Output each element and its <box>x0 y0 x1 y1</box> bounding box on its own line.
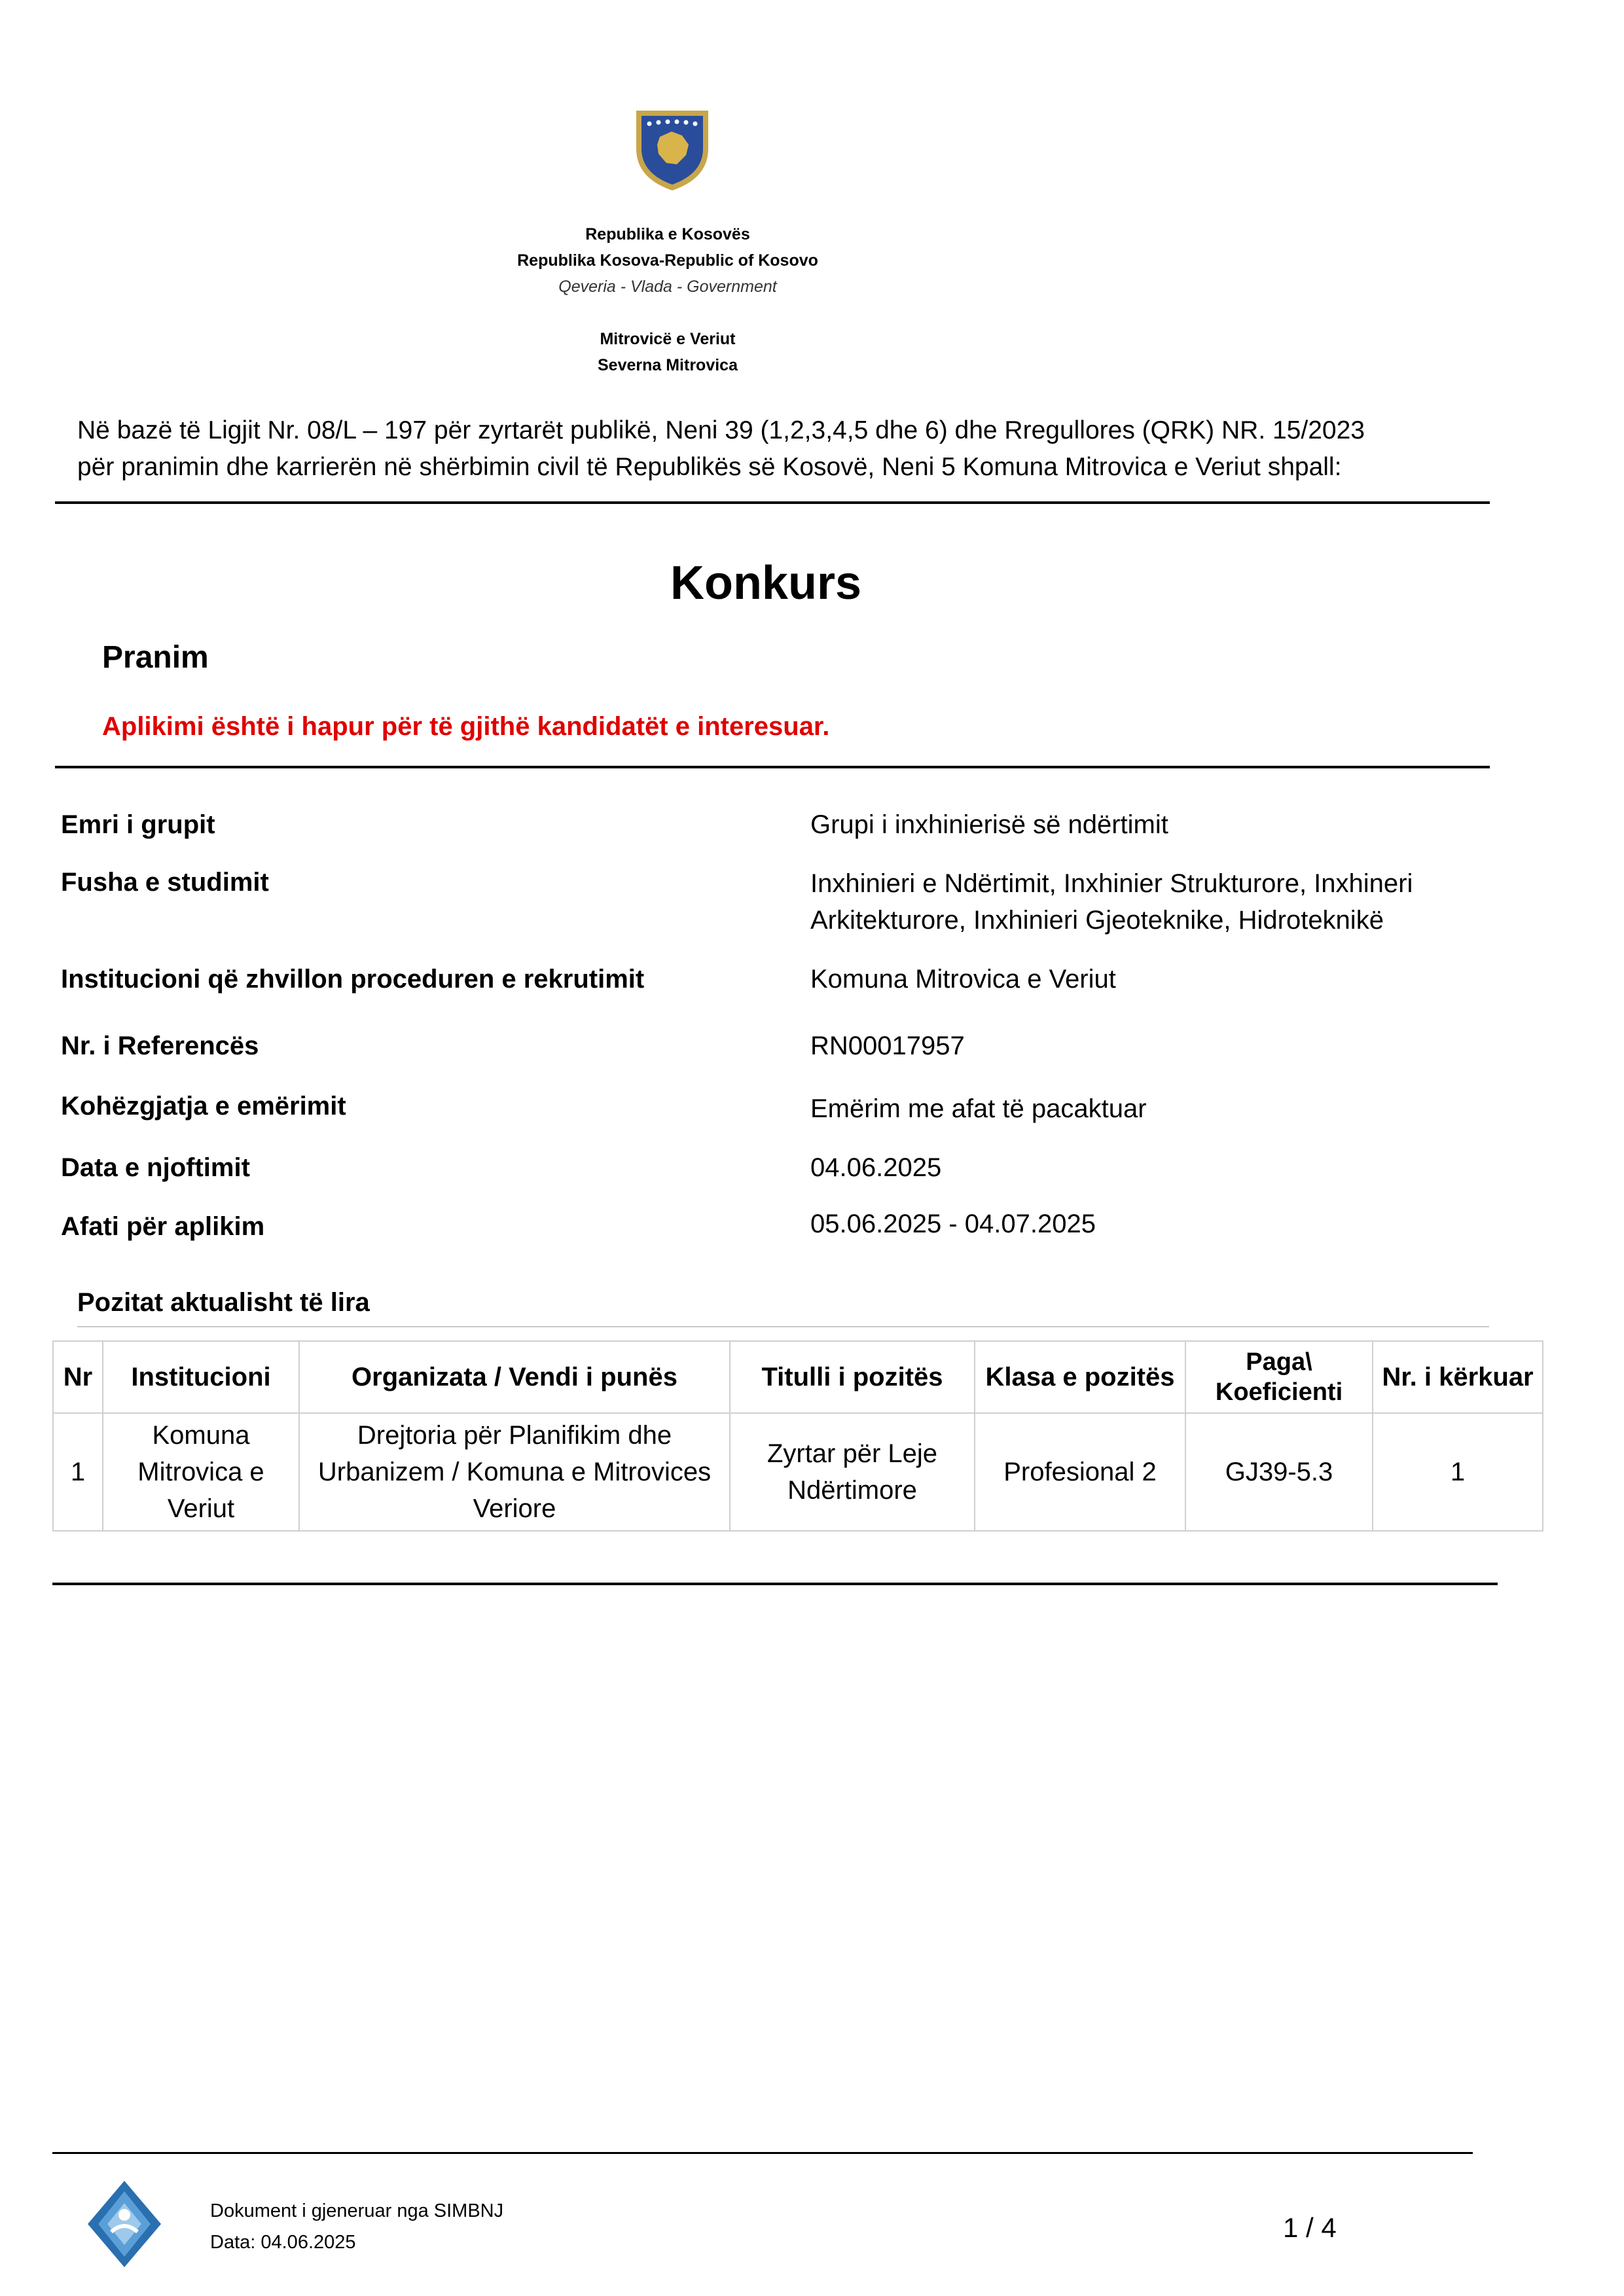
field-value-line-1: Inxhinieri e Ndërtimit, Inxhinier Strukturore, Inxhineri <box>810 869 1413 898</box>
notice-date-value: 04.06.2025 <box>810 1153 942 1182</box>
cell-organization-line: Veriore <box>473 1494 556 1523</box>
header-government: Qeveria - Vlada - Government <box>558 278 777 296</box>
header-republic-multilang: Republika Kosova-Republic of Kosovo <box>517 251 818 270</box>
cell-institution-line: Komuna <box>152 1421 250 1450</box>
header-institution: Institucioni <box>103 1341 299 1413</box>
duration-label: Kohëzgjatja e emërimit <box>61 1092 346 1121</box>
cell-salary: GJ39-5.3 <box>1185 1413 1373 1531</box>
header-salary <box>1185 1341 1373 1413</box>
cell-institution-line: Mitrovica e <box>137 1458 264 1486</box>
cell-title-line: Ndërtimore <box>787 1476 917 1505</box>
table-row <box>53 1413 1543 1531</box>
header-municipality-serbian: Severna Mitrovica <box>598 356 738 374</box>
cell-title-line: Zyrtar për Leje <box>767 1439 938 1468</box>
divider <box>52 1583 1498 1585</box>
cell-position-title <box>730 1413 975 1531</box>
footer-generated: Dokument i gjeneruar nga SIMBNJ <box>210 2200 504 2221</box>
header-salary-line-2: Koeficienti <box>1215 1378 1343 1406</box>
simbnj-logo-icon <box>85 2178 164 2270</box>
cell-organization-line: Urbanizem / Komuna e Mitrovices <box>317 1458 712 1486</box>
institution-value: Komuna Mitrovica e Veriut <box>810 965 1116 994</box>
footer-divider <box>52 2152 1473 2154</box>
header-republic: Republika e Kosovës <box>585 225 750 243</box>
field-value <box>810 865 1498 939</box>
institution-label: Institucioni që zhvillon proceduren e rekrutimit <box>61 965 645 994</box>
cell-institution-line: Veriut <box>167 1494 235 1523</box>
header-nr: Nr <box>53 1341 103 1413</box>
section-underline <box>77 1326 1489 1327</box>
divider <box>55 766 1490 768</box>
table-header-row <box>53 1341 1543 1413</box>
header-position-title: Titulli i pozitës <box>730 1341 975 1413</box>
group-label: Emri i grupit <box>61 810 215 839</box>
footer-date: Data: 04.06.2025 <box>210 2232 356 2253</box>
reference-label: Nr. i Referencës <box>61 1031 259 1060</box>
legal-basis-line-1: Në bazë të Ligjit Nr. 08/L – 197 për zyrtarët publikë, Neni 39 (1,2,3,4,5 dhe 6) dhe Rregullores (QRK) NR. 15/2023 <box>77 416 1365 444</box>
field-value-line-2: Arkitekturore, Inxhinieri Gjeoteknike, Hidroteknikë <box>810 906 1384 935</box>
header-municipality: Mitrovicë e Veriut <box>600 330 736 348</box>
deadline-label: Afati për aplikim <box>61 1212 265 1241</box>
page-title: Konkurs <box>670 557 862 609</box>
deadline-value: 05.06.2025 - 04.07.2025 <box>810 1210 1096 1238</box>
page-number: 1 / 4 <box>1283 2212 1337 2243</box>
divider <box>55 501 1490 504</box>
header-required: Nr. i kërkuar <box>1373 1341 1543 1413</box>
positions-table <box>52 1340 1543 1532</box>
cell-institution <box>103 1413 299 1531</box>
field-label: Fusha e studimit <box>61 868 269 897</box>
page-subtitle: Pranim <box>102 640 209 675</box>
cell-required: 1 <box>1373 1413 1543 1531</box>
legal-basis-line-2: për pranimin dhe karrierën në shërbimin civil të Republikës së Kosovë, Neni 5 Komuna Mitrovica e Veriut shpall: <box>77 453 1342 481</box>
reference-value: RN00017957 <box>810 1031 965 1060</box>
group-value: Grupi i inxhinierisë së ndërtimit <box>810 810 1168 839</box>
header-position-class: Klasa e pozitës <box>975 1341 1185 1413</box>
positions-section-title: Pozitat aktualisht të lira <box>77 1288 370 1317</box>
legal-basis-text <box>77 412 1491 486</box>
cell-organization <box>299 1413 730 1531</box>
duration-value: Emërim me afat të pacaktuar <box>810 1094 1147 1123</box>
cell-organization-line: Drejtoria për Planifikim dhe <box>357 1421 672 1450</box>
open-notice: Aplikimi është i hapur për të gjithë kandidatët e interesuar. <box>102 712 830 741</box>
header-salary-line-1: Paga\ <box>1246 1348 1312 1376</box>
header-organization: Organizata / Vendi i punës <box>299 1341 730 1413</box>
kosovo-coat-of-arms-icon <box>634 108 711 192</box>
notice-date-label: Data e njoftimit <box>61 1153 250 1182</box>
cell-position-class: Profesional 2 <box>975 1413 1185 1531</box>
cell-nr: 1 <box>53 1413 103 1531</box>
